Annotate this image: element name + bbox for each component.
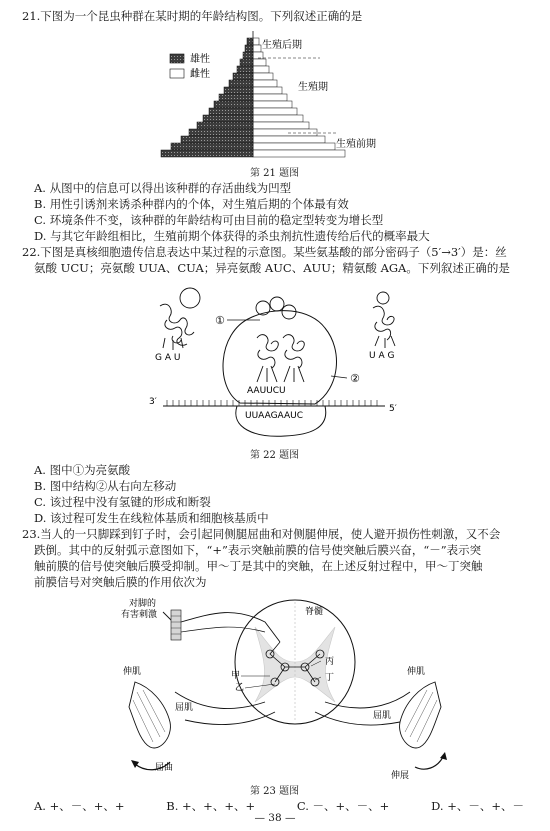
pyramid-bar-male [233, 73, 253, 80]
pyramid-bar-female [253, 87, 282, 94]
legend-female-label: 雌性 [190, 69, 210, 80]
extension-arrow-head [440, 752, 447, 760]
pyramid-bar-female [253, 45, 261, 52]
amino-acid-3 [282, 305, 296, 319]
pyramid-bar-female [253, 108, 297, 115]
q22-stem-line2: 氨酸 UCU；亮氨酸 UUA、CUA；异亮氨酸 AUC、AUU；精氨酸 AGA。下列叙述正确的是 [34, 261, 510, 275]
spinal-cord-label: 脊髓 [305, 607, 324, 617]
pyramid-bar-male [219, 94, 253, 101]
q21-stem: 21.下图为一个昆虫种群在某时期的年龄结构图。下列叙述正确的是 [22, 9, 363, 23]
page-number: — 38 — [254, 812, 296, 824]
stimulus-label-2: 有害刺激 [121, 610, 158, 620]
q23-option-d: D. +、－、+、－ [431, 799, 524, 813]
pyramid-bar-female [253, 38, 259, 45]
q22-translation-diagram [145, 278, 415, 448]
q21-caption: 第 21 题图 [250, 168, 300, 179]
pyramid-bar-male [243, 52, 253, 59]
left-leg-muscle-fibres [133, 690, 165, 742]
synapse-jia: 甲 [231, 671, 241, 681]
q23-caption: 第 23 题图 [250, 786, 300, 797]
legend-male-swatch [170, 54, 184, 63]
left-extensor-label: 伸肌 [123, 667, 142, 677]
q23-option-b: B. +、+、+、+ [166, 799, 256, 813]
trna-middle-1 [257, 335, 278, 382]
label-pre-reproductive: 生殖前期 [336, 139, 376, 150]
trna-right [373, 306, 395, 348]
pyramid-bar-female [253, 143, 335, 150]
pyramid-bar-female [253, 115, 303, 122]
amino-acid-2 [270, 297, 284, 311]
pyramid-bar-female [253, 150, 345, 157]
amino-acid-right [377, 292, 389, 304]
pyramid-bar-male [214, 101, 253, 108]
q21-option-a: A. 从图中的信息可以得出该种群的存活曲线为凹型 [34, 181, 292, 195]
stimulus-label-1: 对脚的 [129, 599, 157, 609]
label-1: ① [215, 314, 225, 327]
pyramid-bar-female [253, 122, 309, 129]
mrna-5-end: 5′ [389, 404, 397, 414]
legend-male-label: 雄性 [190, 54, 210, 65]
label-post-reproductive: 生殖后期 [262, 40, 302, 51]
pyramid-bar-female [253, 136, 325, 143]
pyramid-bar-male [189, 129, 253, 136]
anticodon-left: G A U [155, 353, 181, 363]
q23-stem-line4: 前膜信号对突触后膜的作用依次为 [34, 575, 207, 589]
pyramid-bar-male [245, 45, 253, 52]
q22-caption: 第 22 题图 [250, 450, 300, 461]
trna-middle-2 [283, 335, 304, 382]
left-flexor-label: 屈肌 [175, 703, 194, 713]
pyramid-bar-male [240, 59, 253, 66]
extension-label: 伸展 [391, 771, 410, 781]
flexion-label: 屈曲 [155, 763, 174, 773]
left-leg-muscle [129, 682, 170, 748]
synapse-ding: 丁 [325, 673, 335, 683]
pyramid-bar-male [237, 66, 253, 73]
q22-option-a: A. 图中①为亮氨酸 [34, 463, 131, 477]
pyramid-bar-female [253, 129, 317, 136]
right-leg-muscle-fibres [405, 690, 437, 742]
pyramid-bar-female [253, 80, 277, 87]
label-2-leader [331, 376, 347, 378]
pyramid-bar-female [253, 73, 273, 80]
synapse-bing: 丙 [325, 657, 335, 667]
q22-option-b: B. 图中结构②从右向左移动 [34, 479, 177, 493]
right-flexor-label: 屈肌 [373, 711, 392, 721]
anticodon-middle: AAUUCU [247, 386, 286, 396]
pyramid-bar-female [253, 94, 287, 101]
right-leg-muscle [400, 682, 441, 748]
flexion-arrow-head [131, 760, 139, 768]
legend-female-swatch [170, 69, 184, 78]
pyramid-bar-female [253, 66, 269, 73]
pyramid-bar-male [209, 108, 253, 115]
q23-option-c: C. －、+、－、+ [296, 799, 390, 813]
q21-option-d: D. 与其它年龄组相比，生殖前期个体获得的杀虫剂抗性遗传给后代的概率最大 [34, 229, 430, 243]
skin-receptor [171, 610, 181, 640]
q23-stem-line3: 触前膜的信号使突触后膜受抑制。甲～丁是其中的突触，在上述反射过程中，甲～丁突触 [34, 559, 483, 573]
q23-reflex-arc-diagram [115, 592, 455, 782]
anticodon-right: U A G [369, 351, 395, 361]
pyramid-bar-male [203, 115, 253, 122]
mrna-sequence: UUAAGAAUC [245, 411, 303, 421]
label-2: ② [350, 372, 360, 385]
q21-option-b: B. 用性引诱剂来诱杀种群内的个体，对生殖后期的个体最有效 [34, 197, 349, 211]
q22-stem-line1: 22.下图是真核细胞遗传信息表达中某过程的示意图。某些氨基酸的部分密码子（5′→3′）是：丝 [22, 245, 507, 259]
pyramid-bar-male [181, 136, 253, 143]
q23-stem-line2: 跌倒。其中的反射弧示意图如下，“+”表示突触前膜的信号使突触后膜兴奋，“－”表示突 [34, 543, 482, 557]
pyramid-bar-male [161, 150, 253, 157]
mrna-3-end: 3′ [149, 397, 157, 407]
q21-option-c: C. 环境条件不变，该种群的年龄结构可由目前的稳定型转变为增长型 [34, 213, 384, 227]
pyramid-bar-male [224, 87, 253, 94]
right-extensor-label: 伸肌 [407, 667, 426, 677]
pyramid-bar-male [229, 80, 253, 87]
amino-acid-loose [180, 288, 200, 308]
pyramid-bar-female [253, 59, 266, 66]
q22-option-d: D. 该过程可发生在线粒体基质和细胞核基质中 [34, 511, 269, 525]
q23-option-a: A. +、－、+、+ [34, 799, 125, 813]
q23-stem-line1: 23.当人的一只脚踩到钉子时，会引起同侧腿屈曲和对侧腿伸展，使人避开损伤性刺激，又不会 [22, 527, 501, 541]
pyramid-bar-male [171, 143, 253, 150]
label-reproductive: 生殖期 [298, 82, 328, 93]
q22-option-c: C. 该过程中没有氢键的形成和断裂 [34, 495, 211, 509]
q21-age-pyramid [150, 26, 400, 166]
pyramid-bar-male [197, 122, 253, 129]
extension-arrow [415, 757, 443, 769]
pyramid-bar-female [253, 101, 292, 108]
synapse-yi: 乙 [235, 683, 245, 693]
pyramid-bar-male [247, 38, 253, 45]
trna-left [160, 304, 194, 350]
